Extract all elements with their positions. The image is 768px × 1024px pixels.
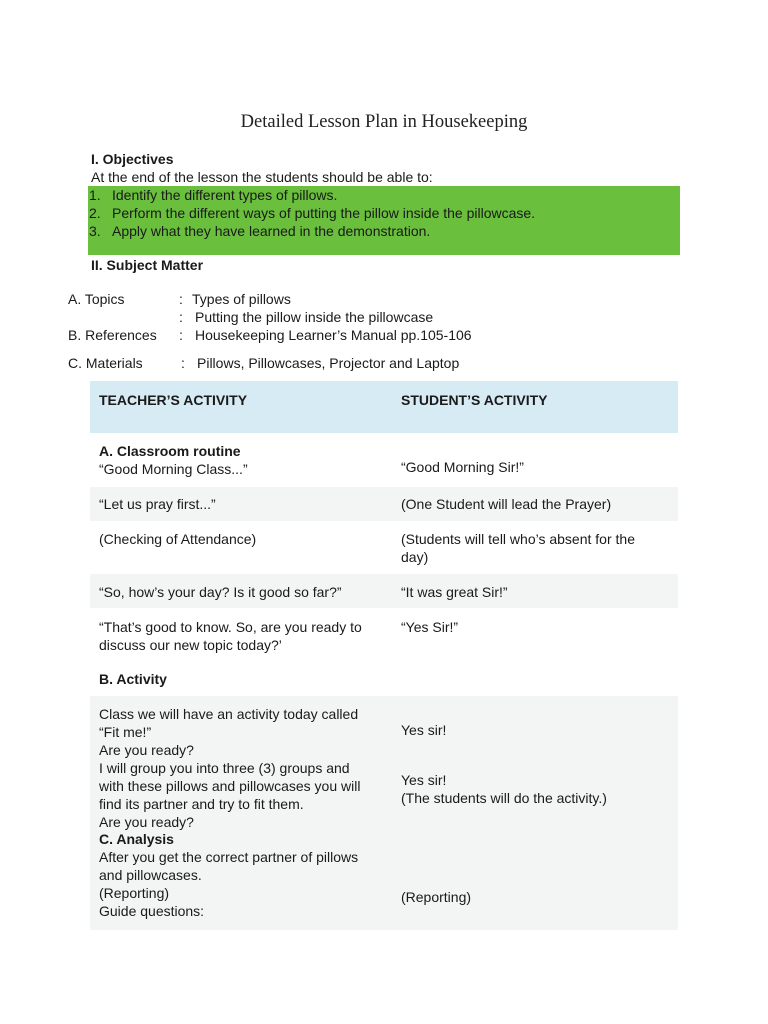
topic-2: Putting the pillow inside the pillowcase <box>195 309 434 325</box>
topic-1: Types of pillows <box>192 291 291 307</box>
table-cell-teacher: (Checking of Attendance) <box>99 531 257 547</box>
table-cell-teacher: “That’s good to know. So, are you ready to <box>99 619 362 635</box>
table-cell-teacher: Are you ready? <box>99 814 194 830</box>
table-cell-student: “Yes Sir!” <box>401 619 459 635</box>
references-separator: : <box>179 327 183 343</box>
table-cell-teacher: and pillowcases. <box>99 867 202 883</box>
table-cell-teacher: Class we will have an activity today called <box>99 706 359 722</box>
table-cell-student: day) <box>401 549 429 565</box>
objective-item-2 <box>89 204 535 222</box>
objective-item-3 <box>89 222 430 240</box>
table-cell-teacher: “So, how’s your day? Is it good so far?” <box>99 584 342 600</box>
table-cell-teacher: discuss our new topic today?’ <box>99 637 282 653</box>
table-cell-teacher: After you get the correct partner of pillows <box>99 849 359 865</box>
table-cell-teacher: with these pillows and pillowcases you will <box>99 778 361 794</box>
topics-label: A. Topics <box>68 291 125 307</box>
page-title: Detailed Lesson Plan in Housekeeping <box>240 112 528 132</box>
materials-separator: : <box>181 355 185 371</box>
table-cell-teacher: “Fit me!” <box>99 724 152 740</box>
references-label: B. References <box>68 327 157 343</box>
table-cell-student: (Students will tell who’s absent for the <box>401 531 635 547</box>
table-cell-teacher: find its partner and try to fit them. <box>99 796 304 812</box>
table-cell-student: Yes sir! <box>401 772 447 788</box>
objective-item-1 <box>89 186 337 204</box>
table-cell-teacher: Guide questions: <box>99 903 205 919</box>
table-cell-student: (One Student will lead the Prayer) <box>401 496 612 512</box>
materials-label: C. Materials <box>68 355 143 371</box>
header-teacher-activity: TEACHER’S ACTIVITY <box>99 392 248 408</box>
table-cell-student: “Good Morning Sir!” <box>401 459 524 475</box>
objective-number: 2. <box>89 205 101 221</box>
topics-separator: : <box>179 291 183 307</box>
table-cell-student: Yes sir! <box>401 722 447 738</box>
topics-separator-2: : <box>179 309 183 325</box>
classroom-routine-heading: A. Classroom routine <box>99 443 241 459</box>
table-cell-teacher: Are you ready? <box>99 742 194 758</box>
subject-matter-heading: II. Subject Matter <box>91 257 204 273</box>
table-cell-student: (The students will do the activity.) <box>401 790 607 806</box>
analysis-heading: C. Analysis <box>99 831 174 847</box>
references-value: Housekeeping Learner’s Manual pp.105-106 <box>195 327 472 343</box>
table-cell-teacher: I will group you into three (3) groups and <box>99 760 350 776</box>
materials-value: Pillows, Pillowcases, Projector and Laptop <box>197 355 460 371</box>
objectives-heading: I. Objectives <box>91 151 174 167</box>
objective-text: Apply what they have learned in the demonstration. <box>112 223 431 239</box>
objective-number: 1. <box>89 187 101 203</box>
objective-number: 3. <box>89 223 101 239</box>
objective-text: Perform the different ways of putting the pillow inside the pillowcase. <box>112 205 536 221</box>
table-cell-teacher: (Reporting) <box>99 885 170 901</box>
table-cell-teacher: “Let us pray first...” <box>99 496 216 512</box>
objectives-intro: At the end of the lesson the students should be able to: <box>91 169 433 185</box>
table-cell-student: (Reporting) <box>401 889 472 905</box>
activity-heading: B. Activity <box>99 671 167 687</box>
objective-text: Identify the different types of pillows. <box>112 187 338 203</box>
table-cell-teacher: “Good Morning Class...” <box>99 461 248 477</box>
table-cell-student: “It was great Sir!” <box>401 584 508 600</box>
header-student-activity: STUDENT’S ACTIVITY <box>401 392 548 408</box>
